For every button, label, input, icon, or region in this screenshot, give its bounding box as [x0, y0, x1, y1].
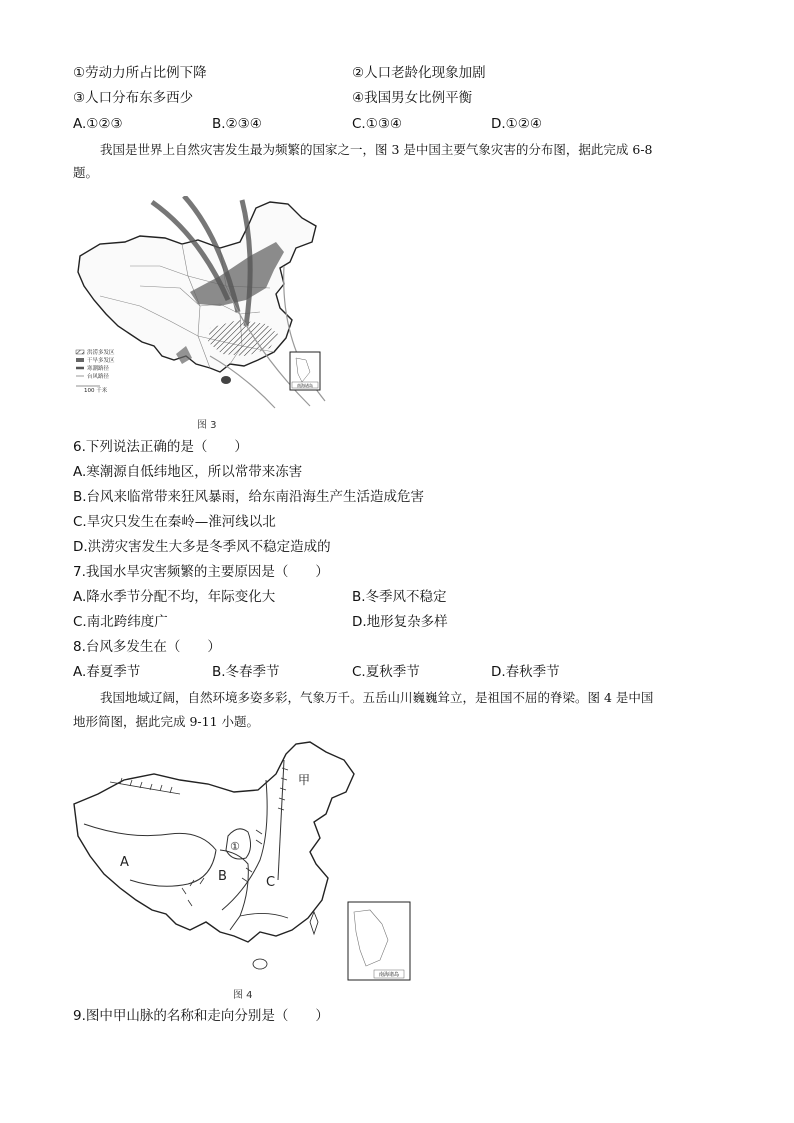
hainan-island — [221, 376, 231, 384]
intro2-line1: 我国地域辽阔，自然环境多姿多彩，气象万千。五岳山川巍巍耸立，是祖国不屈的脊梁。图 4 是中国 — [100, 690, 654, 705]
fig4-caption: 图 4 — [233, 990, 253, 1001]
intro1-line1: 我国是世界上自然灾害发生最为频繁的国家之一，图 3 是中国主要气象灾害的分布图，据此完成 6-8 — [100, 142, 653, 157]
q5-option-a: A.①②③ — [73, 116, 123, 132]
hainan-island — [253, 959, 267, 969]
statement-3: ③人口分布东多西少 — [73, 90, 194, 106]
q5-option-b: B.②③④ — [212, 116, 262, 132]
q7-option-b: B.冬季风不稳定 — [352, 589, 447, 605]
label-1: ① — [230, 840, 240, 853]
legend-typhoon: 台风路径 — [87, 374, 110, 380]
legend-flood: 洪涝多发区 — [87, 350, 115, 356]
label-a: A — [120, 855, 129, 870]
q6-option-d: D.洪涝灾害发生大多是冬季风不稳定造成的 — [73, 539, 331, 555]
q5-option-c: C.①③④ — [352, 116, 403, 132]
inset-label: 南海诸岛 — [297, 383, 313, 388]
terrain-map — [70, 740, 415, 982]
weather-disaster-map — [70, 196, 328, 411]
q8-option-a: A.春夏季节 — [73, 664, 141, 680]
statement-4: ④我国男女比例平衡 — [352, 90, 473, 106]
q6-option-c: C.旱灾只发生在秦岭—淮河线以北 — [73, 514, 276, 530]
q8-stem: 8.台风多发生在（ ） — [73, 639, 221, 655]
fig3-caption: 图 3 — [197, 420, 217, 431]
q7-option-d: D.地形复杂多样 — [352, 614, 448, 630]
legend-drought: 干旱多发区 — [87, 358, 115, 364]
q9-stem: 9.图中甲山脉的名称和走向分别是（ ） — [73, 1008, 329, 1024]
legend-cold-wave: 寒潮路径 — [87, 366, 110, 372]
label-c: C — [266, 875, 276, 890]
statement-2: ②人口老龄化现象加剧 — [352, 65, 486, 81]
intro1-line2: 题。 — [73, 165, 99, 180]
intro2-line2: 地形简图，据此完成 9-11 小题。 — [73, 714, 260, 729]
q6-option-a: A.寒潮源自低纬地区，所以常带来冻害 — [73, 464, 303, 480]
scale-label: 100 千米 — [84, 388, 108, 394]
south-china-sea-inset — [348, 902, 410, 980]
label-jia: 甲 — [298, 773, 311, 787]
q6-stem: 6.下列说法正确的是（ ） — [73, 439, 248, 455]
south-china-sea-inset — [290, 352, 320, 390]
q7-option-c: C.南北跨纬度广 — [73, 614, 168, 630]
china-outline — [74, 742, 354, 942]
q8-option-b: B.冬春季节 — [212, 664, 280, 680]
q8-option-d: D.春秋季节 — [491, 664, 560, 680]
china-outline — [78, 202, 316, 372]
q7-option-a: A.降水季节分配不均，年际变化大 — [73, 589, 276, 605]
taiwan-island — [310, 912, 318, 934]
map-legend — [76, 348, 115, 394]
q5-option-d: D.①②④ — [491, 116, 542, 132]
inset-label: 南海诸岛 — [378, 972, 400, 978]
q7-stem: 7.我国水旱灾害频繁的主要原因是（ ） — [73, 564, 329, 580]
q6-option-b: B.台风来临常带来狂风暴雨，给东南沿海生产生活造成危害 — [73, 489, 425, 505]
label-b: B — [218, 869, 227, 884]
statement-1: ①劳动力所占比例下降 — [73, 65, 207, 81]
q8-option-c: C.夏秋季节 — [352, 664, 420, 680]
